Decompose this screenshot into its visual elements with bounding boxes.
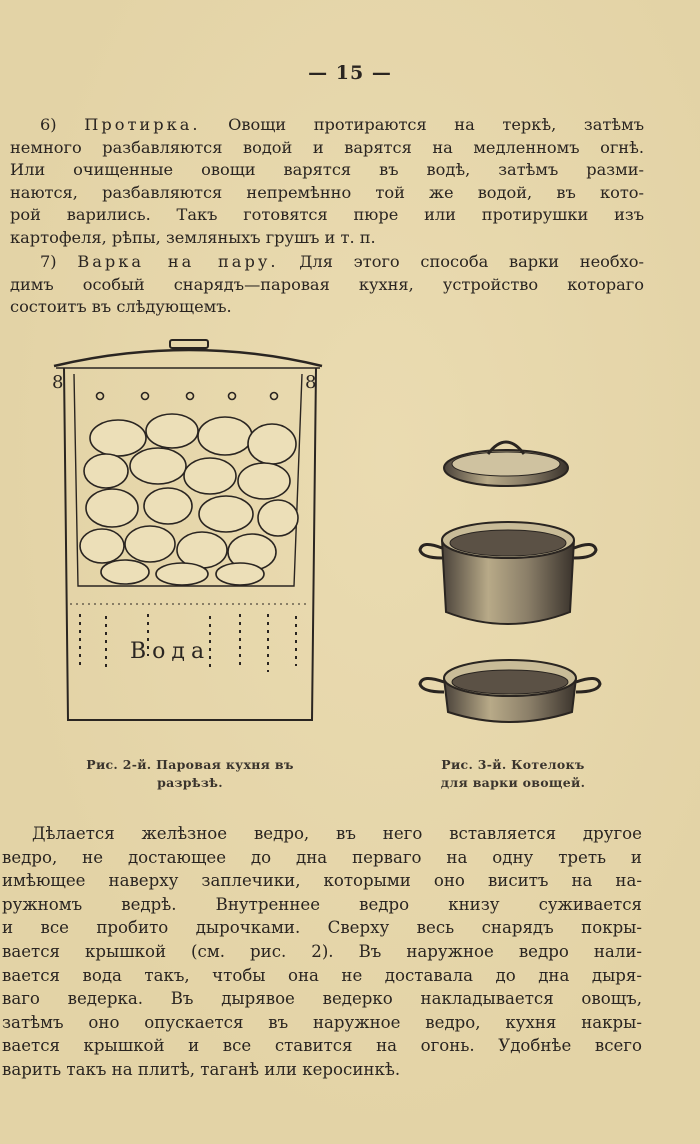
paragraph-8-line: варить такъ на плитѣ, таганѣ или керосинкѣ. xyxy=(2,1059,401,1079)
paragraph-7-line: Для этого способа варки необхо- xyxy=(299,252,644,271)
paragraph-6-number: 6) xyxy=(40,115,57,134)
figure-2-caption-line: разрѣзѣ. xyxy=(157,775,223,790)
svg-text:8: 8 xyxy=(305,372,317,393)
figure-2-caption xyxy=(60,756,320,792)
paragraph-6-line: Овощи протираются на теркѣ, затѣмъ xyxy=(228,115,644,134)
paragraph-8-line: вается крышкой и все ставится на огонь. Удобнѣе всего xyxy=(2,1036,642,1056)
paragraph-6-line: картофеля, рѣпы, земляныхъ грушъ и т. п. xyxy=(10,227,376,247)
paragraph-6-term: Протирка. xyxy=(84,115,201,134)
paragraph-6-line: Или очищенные овощи варятся въ водѣ, затѣмъ разми- xyxy=(10,160,644,180)
paragraph-8-line: ведро, не достающее до дна перваго на одну треть и xyxy=(2,847,642,867)
figure-3-caption-line: для варки овощей. xyxy=(440,775,586,790)
figure-steam-kitchen xyxy=(50,336,330,726)
paragraph-8-line: вается вода такъ, чтобы она не доставала до дна дыря- xyxy=(2,965,642,985)
steam-kitchen-illustration xyxy=(50,336,330,726)
figure-2-caption-line: Рис. 2-й. Паровая кухня въ xyxy=(86,757,294,772)
paragraph-6-line: рой варились. Такъ готовятся пюре или протирушки изъ xyxy=(10,205,644,225)
figure-3-caption xyxy=(418,756,608,792)
paragraph-7-first-line xyxy=(10,251,644,274)
paragraph-8-line: ружномъ ведрѣ. Внутреннее ведро книзу суживается xyxy=(2,894,642,914)
paragraph-6-first-line xyxy=(10,114,644,137)
paragraph-8-line: ваго ведерка. Въ дырявое ведерко накладывается овощъ, xyxy=(2,989,642,1009)
pot-illustration xyxy=(412,430,602,740)
paragraph-8-line: и все пробито дырочками. Сверху весь снарядъ покры- xyxy=(2,918,642,938)
paragraph-8-line: имѣющее наверху заплечики, которыми оно виситъ на на- xyxy=(2,871,642,891)
paragraph-8-line: затѣмъ оно опускается въ наружное ведро, кухня накры- xyxy=(2,1012,642,1032)
figure-3-caption-line: Рис. 3-й. Котелокъ xyxy=(441,757,585,772)
page-number: — 15 — xyxy=(308,62,392,84)
paragraph-6 xyxy=(10,114,644,250)
figure-pot xyxy=(412,430,602,740)
paragraph-7 xyxy=(10,251,644,319)
paragraph-6-line: наются, разбавляются непремѣнно той же водой, въ кото- xyxy=(10,182,644,202)
paragraph-7-term: Варка на пару. xyxy=(77,252,279,271)
paragraph-8-line: Дѣлается желѣзное ведро, въ него вставляется другое xyxy=(32,824,642,843)
water-label: Вода xyxy=(130,639,211,664)
paragraph-7-line: состоитъ въ слѣдующемъ. xyxy=(10,297,232,317)
paragraph-8-line: вается крышкой (см. рис. 2). Въ наружное ведро нали- xyxy=(2,941,642,961)
svg-text:8: 8 xyxy=(52,372,64,393)
paragraph-7-line: димъ особый снарядъ—паровая кухня, устройство котораго xyxy=(10,274,644,294)
paragraph-8 xyxy=(2,822,642,1082)
paragraph-6-line: немного разбавляются водой и варятся на медленномъ огнѣ. xyxy=(10,137,644,157)
paragraph-7-number: 7) xyxy=(40,252,57,271)
